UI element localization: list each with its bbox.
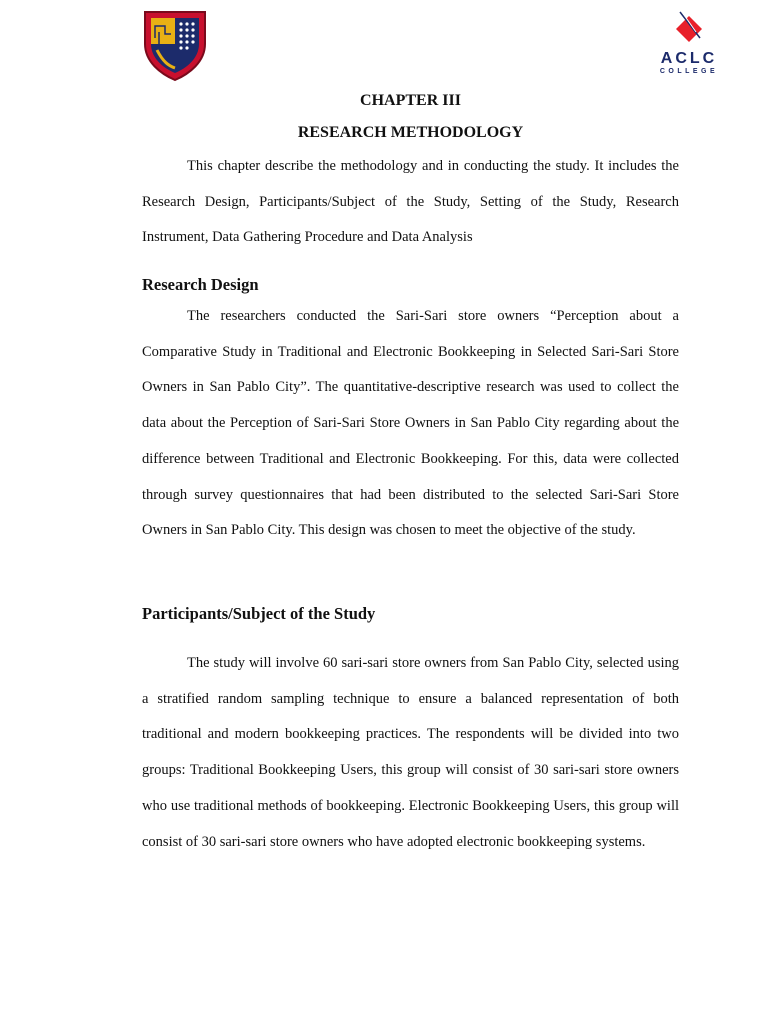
school-crest-logo (143, 10, 207, 82)
chapter-heading: CHAPTER III (360, 92, 461, 109)
section-heading-participants: Participants/Subject of the Study (142, 604, 376, 623)
participants-paragraph: The study will involve 60 sari-sari store owners from San Pablo City, selected using a stratified random sampling technique to ensure a balanced representation of both traditional and modern bookkeeping practices. The respondents will be divided into two groups: Traditional Bookkeeping Users, this group will consist of 30 sari-sari store owners who use traditional methods of bookkeeping. Electronic Bookkeeping Users, this group will consist of 30 sari-sari store owners who have adopted electronic bookkeeping systems. (142, 655, 679, 850)
intro-paragraph: This chapter describe the methodology and in conducting the study. It includes the Research Design, Participants/Subject of the Study, Setting of the Study, Research Instrument, Data Gathering Procedure and Data Analysis (142, 158, 679, 246)
aclc-brand-text: ACLC (660, 50, 718, 67)
aclc-diamond-icon (650, 10, 728, 50)
research-design-paragraph: The researchers conducted the Sari-Sari store owners “Perception about a Comparative Study in Traditional and Electronic Bookkeeping in Selected Sari-Sari Store Owners in San Pablo City”. The quantitative-descriptive research was used to collect the data about the Perception of Sari-Sari Store Owners in San Pablo City regarding about the difference between Traditional and Electronic Bookkeeping. For this, data were collected through survey questionnaires that had been distributed to the selected Sari-Sari Store Owners in San Pablo City. This design was chosen to meet the objective of the study. (142, 308, 679, 539)
aclc-college-logo (650, 10, 728, 80)
college-text: COLLEGE (659, 68, 719, 75)
chapter-title: RESEARCH METHODOLOGY (297, 124, 524, 141)
section-heading-research-design: Research Design (142, 275, 259, 294)
